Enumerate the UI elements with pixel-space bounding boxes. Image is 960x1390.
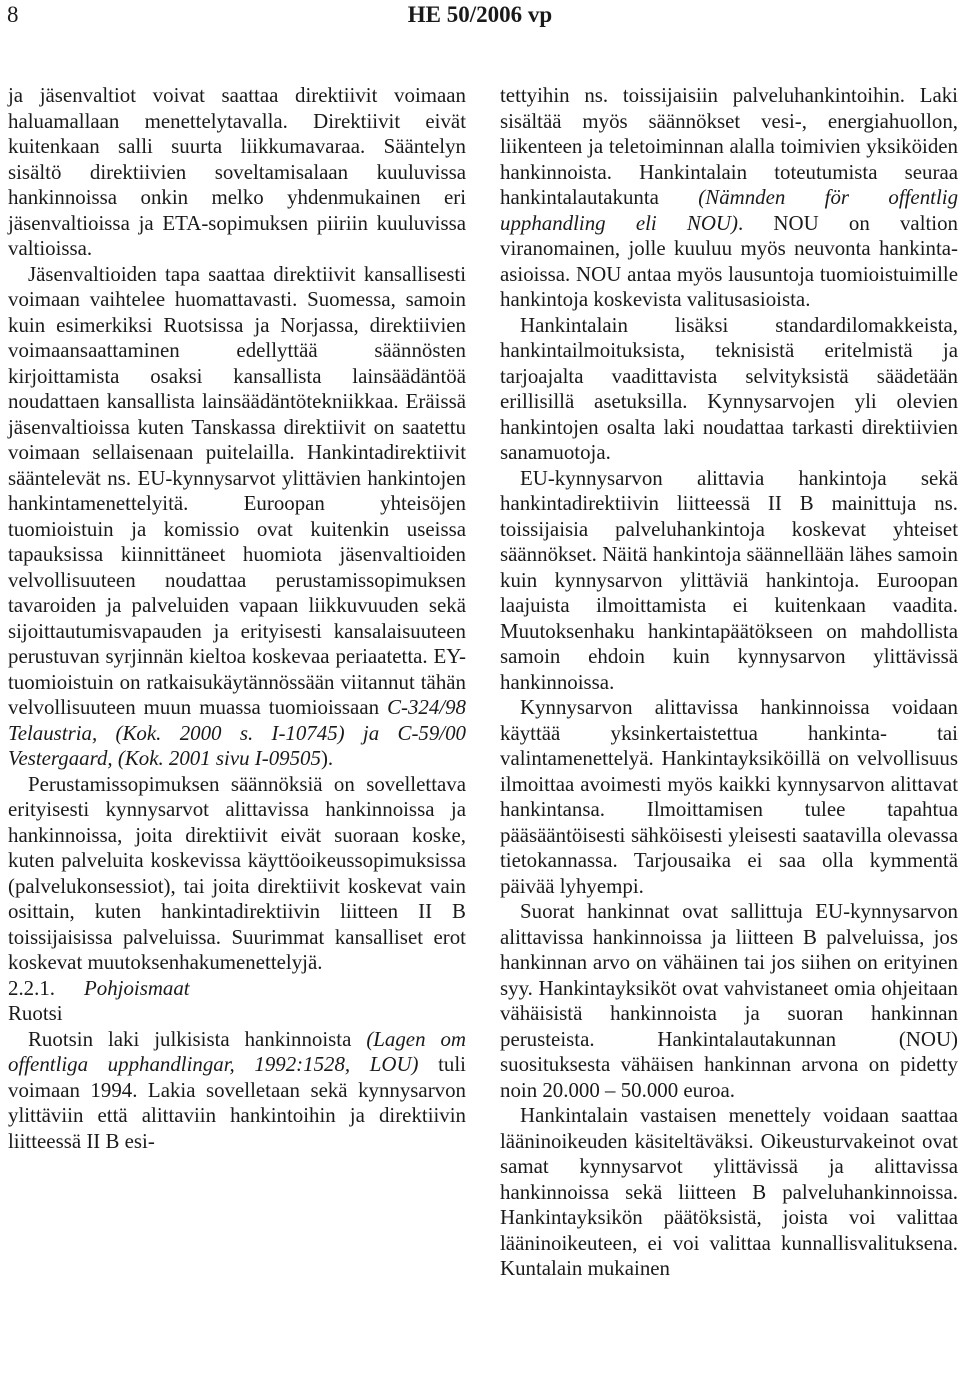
page-number: 8 xyxy=(7,2,19,27)
paragraph: EU-kynnysarvon alittavia hankintoja sekä hankintadirektiivin liitteessä II B mainittuja ns. toissijaisia palveluhankintoja koskevat yhteiset säännökset. Näitä hankintoja säännellään lähes samoin kuin kynnysarvon ylittäviä hankintoja. Euroopan laajuista ilmoittamista ei kuitenkaan vaadita. Muutoksenhaku hankintapäätökseen on mahdollista samoin ehdoin kuin kynnysarvon ylittävissä hankinnoissa. xyxy=(500,465,958,694)
paragraph: ja jäsenvaltiot voivat saattaa direktiivit voimaan haluamallaan menettelytavalla. Direktiivit eivät kuitenkaan salli suurta liikkumavaraa. Sääntelyn sisältö direktiivien soveltamisalaan kuuluvissa hankinnoissa onkin melko yhdenmukainen eri jäsenvaltioissa ja ETA-sopimuksen piiriin kuuluvissa valtioissa. xyxy=(8,83,466,260)
paragraph: Hankintalain lisäksi standardilomakkeista, hankintailmoituksista, teknisistä eritelmistä ja tarjoajalta vaadittavista selvityksistä säädetään erillisillä asetuksilla. Kynnysarvojen yli olevien hankintojen osalta laki noudattaa tarkasti direktiivien sanamuotoja. xyxy=(500,312,958,464)
paragraph: Ruotsin laki julkisista hankinnoista (Lagen om offentliga upphandlingar, 1992:1528, LOU) tuli voimaan 1994. Lakia sovelletaan sekä kynnysarvon ylittäviin että alittaviin hankintoihin ja direktiivin liitteessä II B esi- xyxy=(8,1026,466,1153)
law-citation: (Lagen om offentliga upphandlingar, 1992:1528, LOU) xyxy=(8,1026,466,1076)
left-column xyxy=(8,83,466,1154)
case-citation: C-324/98 Telaustria, (Kok. 2000 s. I-10745) ja C-59/00 Vestergaard, (Kok. 2001 sivu I-09505 xyxy=(8,695,466,770)
paragraph: Suorat hankinnat ovat sallittuja EU-kynnysarvon alittavissa hankinnoissa ja liitteen B palveluissa, jos hankinnan arvo on vähäinen tai jos siihen on erityinen syy. Hankintayksiköt ovat vahvistaneet omia ohjeitaan vähäisistä hankinnoista ja suoran hankinnan perusteista. Hankintalautakunnan (NOU) suosituksesta vähäisen hankinnan arvona on pidetty noin 20.000 – 50.000 euroa. xyxy=(500,899,958,1102)
section-heading xyxy=(8,976,466,1002)
section-number: 2.2.1. xyxy=(8,975,56,1000)
paragraph: tettyihin ns. toissijaisiin palveluhankintoihin. Laki sisältää myös säännökset vesi-, energiahuollon, liikenteen ja teletoiminnan alalla toimivien yksiköiden hankinnoista. Hankintalain toteutumista seuraa hankintalautakunta (Nämnden för offentlig upphandling eli NOU). NOU on valtion viranomainen, jolle kuuluu myös neuvonta hankinta-asioissa. NOU antaa myös lausuntoja tuomioistuimille hankintoja koskevista valitusasioista. xyxy=(500,83,959,311)
subheading: Ruotsi xyxy=(8,1001,63,1025)
right-column xyxy=(500,83,958,1282)
page-header xyxy=(0,0,960,40)
paragraph: Hankintalain vastaisen menettely voidaan saattaa lääninoikeuden käsiteltäväksi. Oikeusturvakeinot ovat samat kynnysarvot ylittävissä ja alittavissa hankinnoissa sekä liitteen B palveluhankinnoissa. Hankintayksikön päätöksistä, joista voi valittaa lääninoikeuteen, ei voi valittaa kunnallisvalituksena. Kuntalain mukainen xyxy=(500,1103,958,1280)
section-title: Pohjoismaat xyxy=(84,975,190,1000)
paragraph: Kynnysarvon alittavissa hankinnoissa voidaan käyttää yksinkertaistettua hankinta- tai valintamenettelyä. Hankintayksiköillä on velvollisuus ilmoittaa avoimesti myös kaikki kynnysarvon alittavat hankintansa. Ilmoittamisen tulee tapahtua pääsääntöisesti sähköisesti yleisesti saatavilla olevassa tietokannassa. Tarjousaika ei saa olla kymmentä päivää lyhyempi. xyxy=(500,695,958,898)
paragraph: Perustamissopimuksen säännöksiä on sovellettava erityisesti kynnysarvot alittavissa hankinnoissa ja hankinnoissa, joita direktiivit eivät suoraan koske, kuten palveluita koskevissa käyttöoikeussopimuksissa (palvelukonsessiot), tai joita direktiivit koskevat vain osittain, kuten hankintadirektiivin liitteen II B toissijaisissa palveluissa. Suurimmat kansalliset erot koskevat muutoksenhakumenettelyjä. xyxy=(8,771,466,974)
agency-name: (Nämnden för offentlig upphandling eli NOU) xyxy=(500,185,959,235)
paragraph: Jäsenvaltioiden tapa saattaa direktiivit kansallisesti voimaan vaihtelee huomattavasti. Suomessa, samoin kuin esimerkiksi Ruotsissa ja Norjassa, direktiivien voimaansaattaminen edellyttää säännösten kirjoittamista osaksi kansallista lainsäädäntöä noudattaen kansallista lainsäädäntötekniikkaa. Eräissä jäsenvaltioissa kuten Tanskassa direktiivit on saatettu voimaan sellaisenaan puitelailla. Hankintadirektiivit sääntelevät ns. EU-kynnysarvot ylittävien hankintojen hankintamenettelyitä. Euroopan yhteisöjen tuomioistuin ja komissio ovat kuitenkin useissa tapauksissa kiinnittäneet huomiota jäsenvaltioiden velvollisuuteen noudattaa perustamissopimuksen tavaroiden ja palveluiden vapaan liikkuvuuden sekä sijoittautumisvapauden ja erityisesti kansalaisuuteen perustuvan syrjinnän kieltoa koskevaa periaatetta. EY-tuomioistuin on ratkaisukäytännössään viitannut tähän velvollisuuteen muun muassa tuomioissaan C-324/98 Telaustria, (Kok. 2000 s. I-10745) ja C-59/00 Vestergaard, (Kok. 2001 sivu I-09505). xyxy=(8,261,466,770)
document-id: HE 50/2006 vp xyxy=(407,2,553,27)
